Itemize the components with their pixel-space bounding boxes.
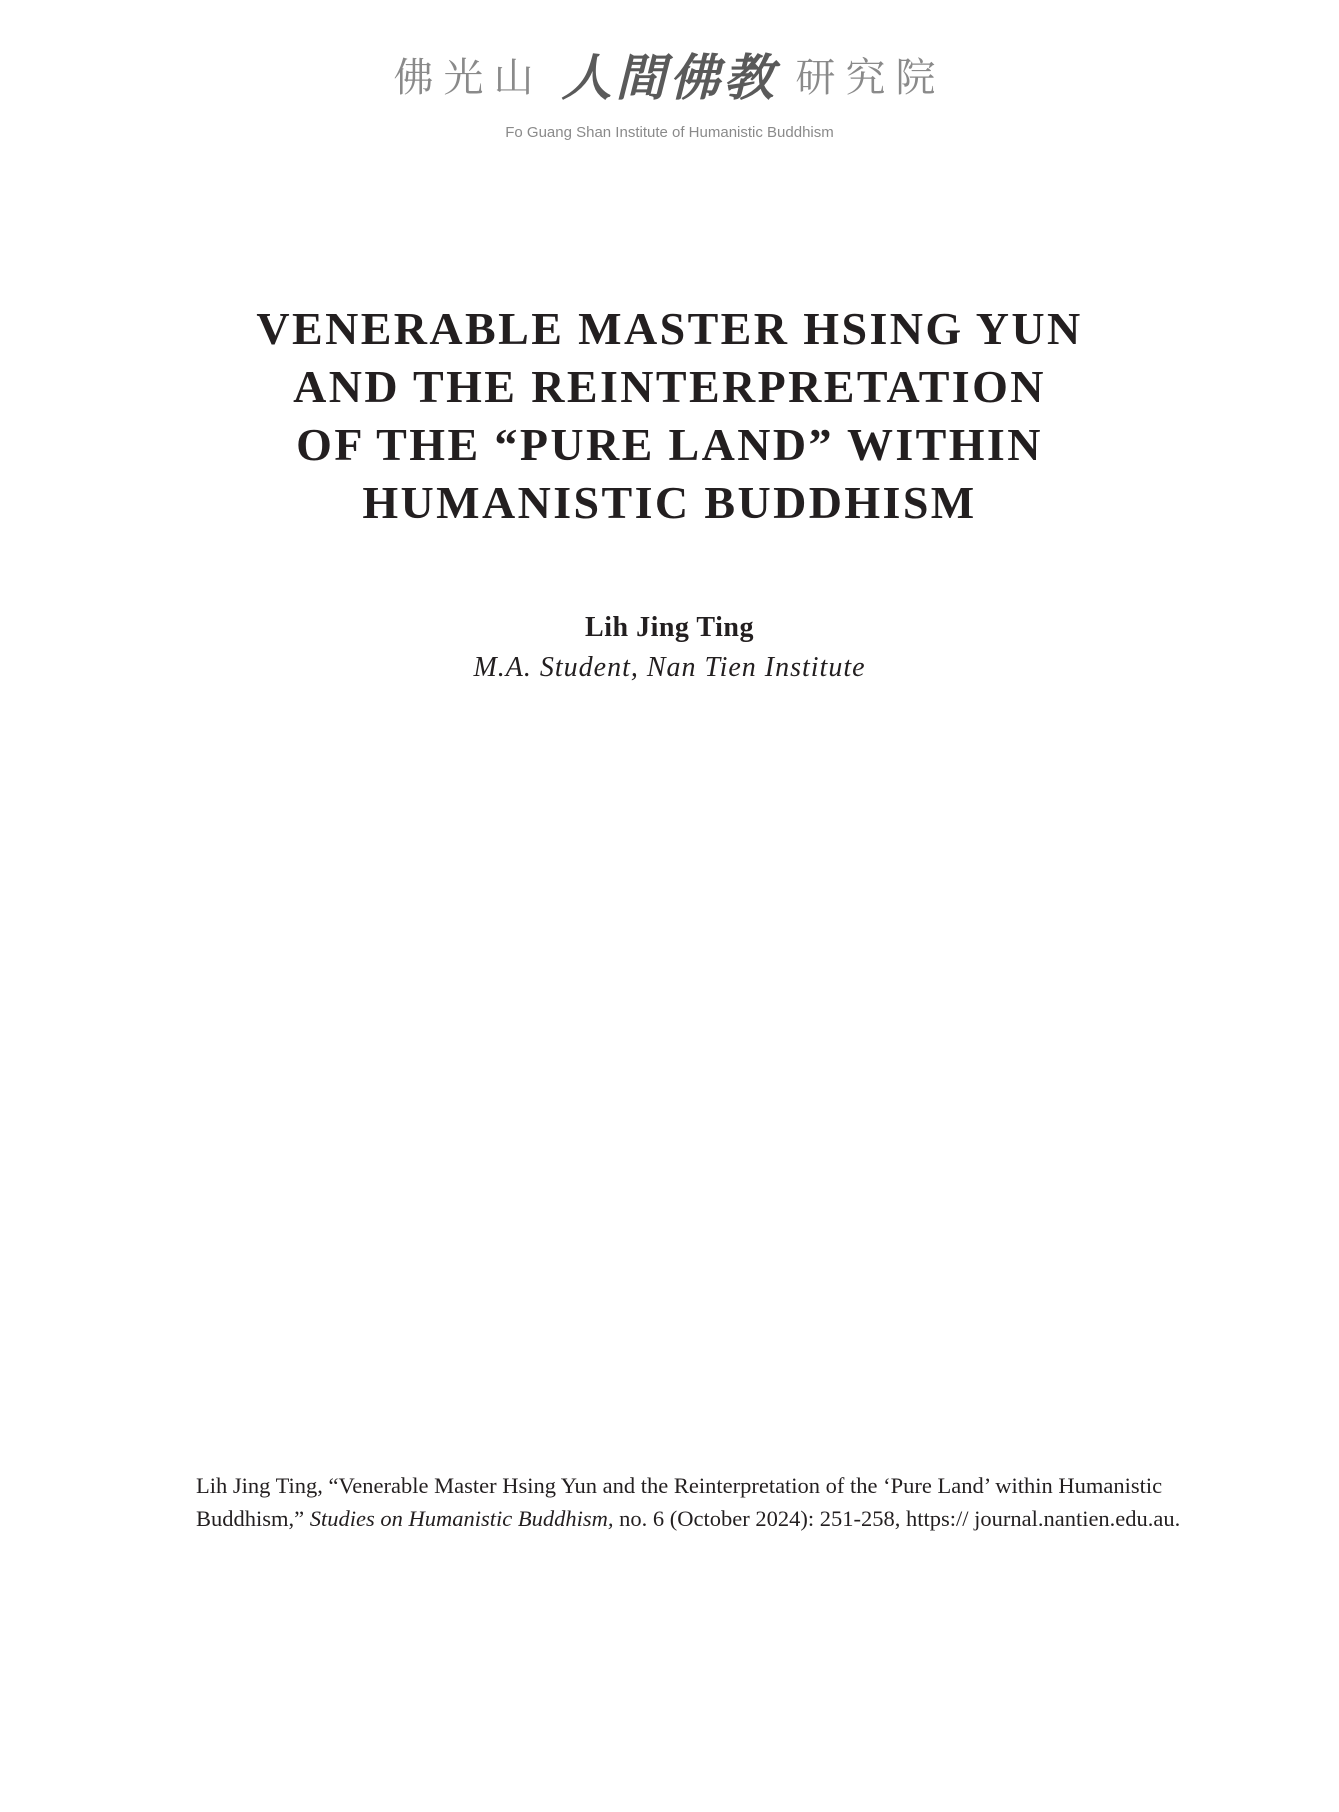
author-affiliation: M.A. Student, Nan Tien Institute bbox=[473, 652, 866, 683]
logo-text-right: 研究院 bbox=[795, 54, 946, 101]
logo-subtitle: Fo Guang Shan Institute of Humanistic Buddhism bbox=[505, 124, 834, 141]
logo-wordmark bbox=[394, 38, 946, 110]
title-line: VENERABLE MASTER HSING YUN bbox=[256, 303, 1083, 354]
title-line: OF THE “PURE LAND” WITHIN bbox=[296, 419, 1043, 470]
title-line: AND THE REINTERPRETATION bbox=[293, 361, 1046, 412]
citation-text: Lih Jing Ting, “Venerable Master Hsing Yun and the Reinterpretation of the ‘Pure Land’ within Humanistic Buddhism,” bbox=[196, 1472, 1163, 1531]
author-name: Lih Jing Ting bbox=[585, 612, 754, 643]
title-line: HUMANISTIC BUDDHISM bbox=[362, 477, 977, 528]
logo-text-left: 佛光山 bbox=[393, 54, 544, 101]
institute-logo bbox=[0, 38, 1339, 141]
logo-text-calligraphy: 人間佛教 bbox=[561, 48, 778, 107]
article-title bbox=[150, 300, 1189, 532]
citation bbox=[196, 1469, 1181, 1535]
citation-journal: Studies on Humanistic Buddhism, bbox=[309, 1505, 614, 1531]
citation-details: no. 6 (October 2024): 251-258, https:// journal.nantien.edu.au. bbox=[613, 1505, 1181, 1531]
